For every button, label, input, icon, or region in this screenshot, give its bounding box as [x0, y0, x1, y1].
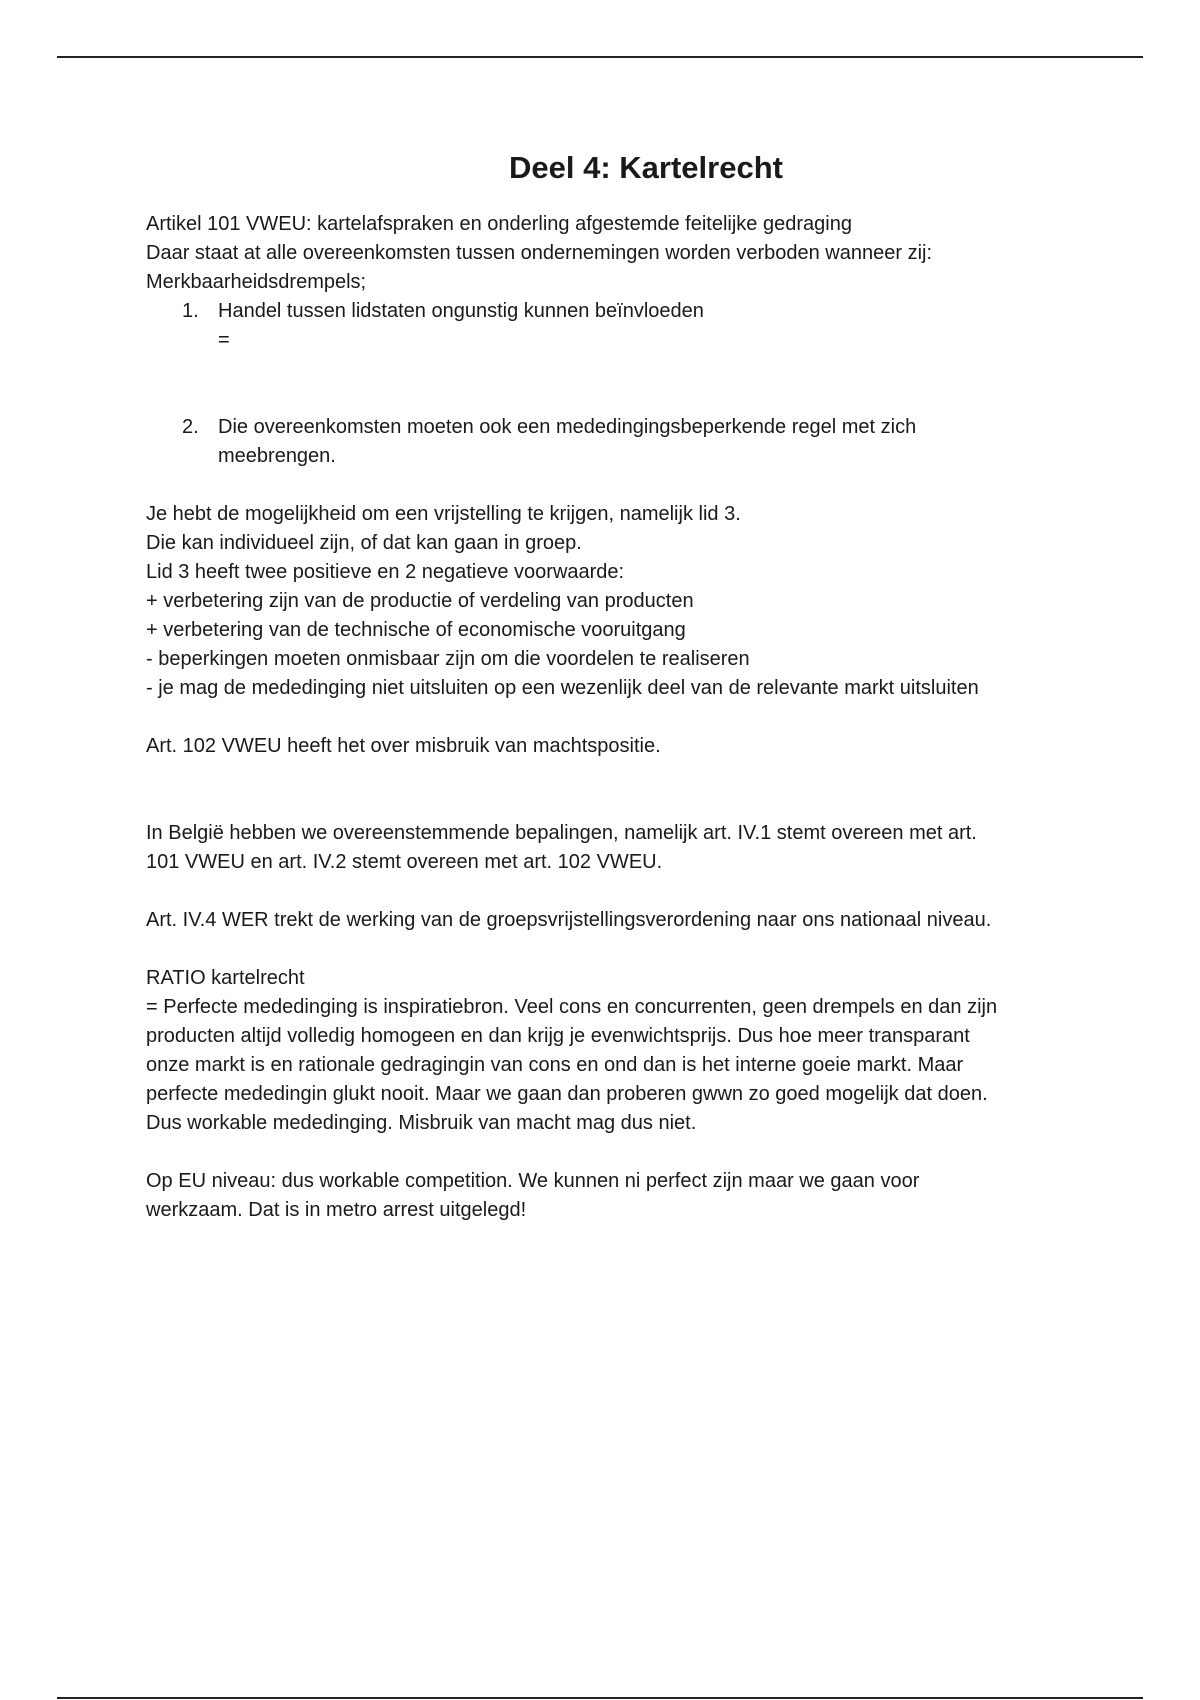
art-iv4-paragraph: Art. IV.4 WER trekt de werking van de groepsvrijstellingsverordening naar ons nationaal niveau. — [146, 909, 992, 931]
ratio-heading: RATIO kartelrecht — [146, 967, 305, 989]
document-page — [146, 148, 1106, 1225]
belgium-line-1: In België hebben we overeenstemmende bepalingen, namelijk art. IV.1 stemt overeen met art. — [146, 822, 977, 844]
exemption-condition-4: - je mag de mededinging niet uitsluiten op een wezenlijk deel van de relevante markt uitsluiten — [146, 677, 979, 699]
intro-line-3: Merkbaarheidsdrempels; — [146, 271, 367, 293]
top-rule — [57, 56, 1143, 58]
ratio-line-5: Dus workable mededinging. Misbruik van macht mag dus niet. — [146, 1112, 697, 1134]
list-item — [146, 413, 1106, 471]
eu-line-1: Op EU niveau: dus workable competition. We kunnen ni perfect zijn maar we gaan voor — [146, 1170, 920, 1192]
page-title: Deel 4: Kartelrecht — [509, 150, 783, 185]
exemption-condition-3: - beperkingen moeten onmisbaar zijn om die voordelen te realiseren — [146, 648, 750, 670]
exemption-line-1: Je hebt de mogelijkheid om een vrijstelling te krijgen, namelijk lid 3. — [146, 503, 741, 525]
exemption-condition-2: + verbetering van de technische of economische vooruitgang — [146, 619, 686, 641]
list-item-text: Die overeenkomsten moeten ook een mededingingsbeperkende regel met zich — [218, 416, 917, 438]
list-item-sub: = — [218, 329, 230, 351]
intro-line-1: Artikel 101 VWEU: kartelafspraken en onderling afgestemde feitelijke gedraging — [146, 213, 852, 235]
eu-line-2: werkzaam. Dat is in metro arrest uitgelegd! — [146, 1199, 527, 1221]
exemption-condition-1: + verbetering zijn van de productie of verdeling van producten — [146, 590, 694, 612]
ratio-line-2: producten altijd volledig homogeen en dan krijg je evenwichtsprijs. Dus hoe meer transparant — [146, 1025, 970, 1047]
bottom-rule — [57, 1697, 1143, 1699]
intro-line-2: Daar staat at alle overeenkomsten tussen ondernemingen worden verboden wanneer zij: — [146, 242, 933, 264]
exemption-line-2: Die kan individueel zijn, of dat kan gaan in groep. — [146, 532, 582, 554]
list-item — [146, 297, 1106, 413]
threshold-list — [146, 297, 1106, 471]
ratio-line-4: perfecte mededingin glukt nooit. Maar we gaan dan proberen gwwn zo goed mogelijk dat doen. — [146, 1083, 988, 1105]
list-number: 2. — [182, 416, 199, 438]
list-item-text: Handel tussen lidstaten ongunstig kunnen beïnvloeden — [218, 300, 704, 322]
ratio-line-1: = Perfecte mededinging is inspiratiebron. Veel cons en concurrenten, geen drempels en dan zijn — [146, 996, 998, 1018]
exemption-line-3: Lid 3 heeft twee positieve en 2 negatieve voorwaarde: — [146, 561, 625, 583]
ratio-line-3: onze markt is en rationale gedragingin van cons en ond dan is het interne goeie markt. Maar — [146, 1054, 964, 1076]
art102-paragraph: Art. 102 VWEU heeft het over misbruik van machtspositie. — [146, 735, 661, 757]
document-body — [146, 210, 1106, 1225]
list-item-text-continued: meebrengen. — [218, 445, 336, 467]
belgium-line-2: 101 VWEU en art. IV.2 stemt overeen met art. 102 VWEU. — [146, 851, 663, 873]
list-number: 1. — [182, 300, 199, 322]
